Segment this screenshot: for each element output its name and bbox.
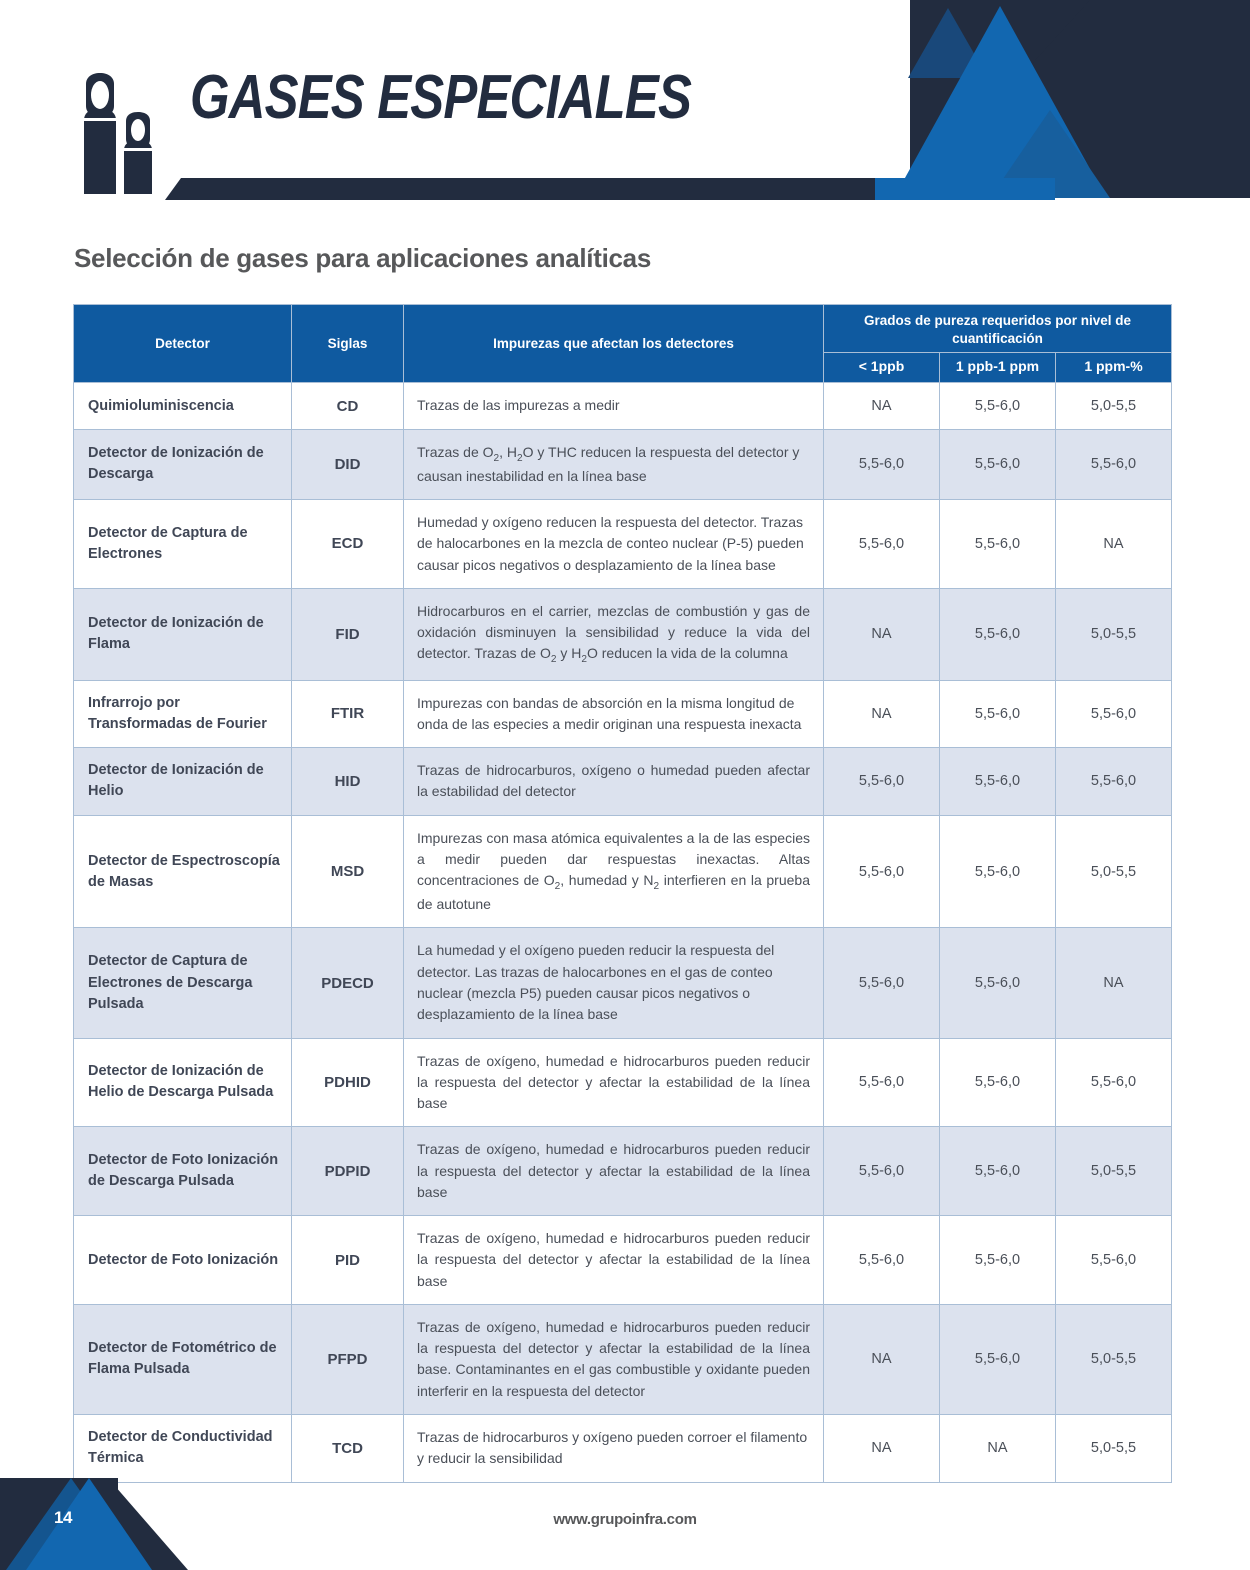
cell-siglas: PDHID [292,1038,404,1127]
cell-siglas: TCD [292,1415,404,1483]
column-header-siglas: Siglas [292,305,404,383]
cell-siglas: MSD [292,815,404,928]
cell-purity-lt-1ppb: 5,5-6,0 [824,1127,940,1216]
cell-purity-1ppb-1ppm: 5,5-6,0 [940,680,1056,748]
table-row [74,1304,1172,1414]
table-row [74,815,1172,928]
cell-purity-lt-1ppb: 5,5-6,0 [824,928,940,1038]
cell-siglas: FTIR [292,680,404,748]
table-row [74,748,1172,816]
cell-purity-1ppm-pct: 5,5-6,0 [1056,748,1172,816]
header-blue-bar [875,178,1055,200]
table-row [74,1038,1172,1127]
cell-detector: Detector de Ionización de Helio de Descarga Pulsada [74,1038,292,1127]
cell-purity-1ppb-1ppm: 5,5-6,0 [940,928,1056,1038]
cell-impurezas: Trazas de hidrocarburos y oxígeno pueden corroer el filamento y reducir la sensibilidad [404,1415,824,1483]
cell-detector: Detector de Ionización de Flama [74,588,292,680]
cell-purity-1ppb-1ppm: 5,5-6,0 [940,1127,1056,1216]
cell-detector: Detector de Ionización de Descarga [74,429,292,499]
table-row [74,928,1172,1038]
page-header [0,0,1250,205]
column-header-purity-1ppm-pct: 1 ppm-% [1056,353,1172,383]
cell-siglas: HID [292,748,404,816]
table-row [74,429,1172,499]
cell-detector: Detector de Foto Ionización [74,1216,292,1305]
cell-impurezas: Trazas de las impurezas a medir [404,383,824,429]
gas-selection-table-wrapper [73,304,1171,1483]
column-header-purity-lt-1ppb: < 1ppb [824,353,940,383]
column-header-detector: Detector [74,305,292,383]
header-navy-bar [165,178,955,200]
cell-purity-1ppm-pct: NA [1056,928,1172,1038]
cell-purity-1ppb-1ppm: 5,5-6,0 [940,429,1056,499]
section-title: Selección de gases para aplicaciones analíticas [74,243,651,273]
gas-selection-table [73,304,1172,1483]
cell-purity-lt-1ppb: 5,5-6,0 [824,1038,940,1127]
cell-purity-lt-1ppb: NA [824,680,940,748]
cell-siglas: PDPID [292,1127,404,1216]
cell-purity-1ppm-pct: 5,0-5,5 [1056,383,1172,429]
table-row [74,588,1172,680]
cell-detector: Detector de Ionización de Helio [74,748,292,816]
table-row [74,1415,1172,1483]
header-white-underline [0,200,1250,205]
cell-detector: Detector de Foto Ionización de Descarga Pulsada [74,1127,292,1216]
cell-impurezas: Hidrocarburos en el carrier, mezclas de combustión y gas de oxidación disminuyen la sensibilidad y reduce la vida del detector. Trazas de $O_2$ y $H_2O$ reducen la vida de la columna [404,588,824,680]
cell-purity-1ppm-pct: 5,5-6,0 [1056,429,1172,499]
cell-impurezas: Trazas de hidrocarburos, oxígeno o humedad pueden afectar la estabilidad del detector [404,748,824,816]
cell-purity-1ppb-1ppm: 5,5-6,0 [940,748,1056,816]
cell-detector: Detector de Captura de Electrones de Descarga Pulsada [74,928,292,1038]
cell-impurezas: La humedad y el oxígeno pueden reducir la respuesta del detector. Las trazas de halocarbones en el gas de conteo nuclear (mezcla P5) pueden causar picos negativos o desplazamiento de la línea base [404,928,824,1038]
cell-impurezas: Trazas de oxígeno, humedad e hidrocarburos pueden reducir la respuesta del detector y afectar la estabilidad de la línea base. Contaminantes en el gas combustible y oxidante pueden interferir en la respuesta del detector [404,1304,824,1414]
banner-title: GASES ESPECIALES [190,63,692,132]
cell-detector: Detector de Captura de Electrones [74,500,292,589]
cell-purity-1ppb-1ppm: 5,5-6,0 [940,815,1056,928]
cell-detector: Quimioluminiscencia [74,383,292,429]
cell-purity-1ppm-pct: NA [1056,500,1172,589]
cell-purity-1ppb-1ppm: 5,5-6,0 [940,1038,1056,1127]
cell-purity-lt-1ppb: NA [824,1304,940,1414]
cell-purity-1ppb-1ppm: NA [940,1415,1056,1483]
page-footer [0,1478,1250,1570]
cell-purity-lt-1ppb: 5,5-6,0 [824,1216,940,1305]
cell-siglas: CD [292,383,404,429]
cell-purity-1ppb-1ppm: 5,5-6,0 [940,588,1056,680]
table-row [74,383,1172,429]
table-row [74,1127,1172,1216]
cell-impurezas: Trazas de oxígeno, humedad e hidrocarburos pueden reducir la respuesta del detector y afectar la estabilidad de la línea base [404,1127,824,1216]
cell-purity-lt-1ppb: 5,5-6,0 [824,748,940,816]
cell-purity-1ppb-1ppm: 5,5-6,0 [940,1304,1056,1414]
table-head [74,305,1172,383]
table-body [74,383,1172,1482]
table-row [74,500,1172,589]
cell-siglas: FID [292,588,404,680]
cell-siglas: ECD [292,500,404,589]
cell-purity-1ppb-1ppm: 5,5-6,0 [940,500,1056,589]
cell-purity-1ppm-pct: 5,5-6,0 [1056,1038,1172,1127]
footer-url: www.grupoinfra.com [553,1511,697,1528]
cell-impurezas: Trazas de oxígeno, humedad e hidrocarburos pueden reducir la respuesta del detector y afectar la estabilidad de la línea base [404,1038,824,1127]
cell-detector: Detector de Conductividad Térmica [74,1415,292,1483]
cell-purity-1ppm-pct: 5,5-6,0 [1056,680,1172,748]
cell-impurezas: Impurezas con masa atómica equivalentes a la de las especies a medir pueden dar respuestas inexactas. Altas concentraciones de $O_2$, humedad y $N_2$ interfieren en la prueba de autotune [404,815,824,928]
column-header-purity-group: Grados de pureza requeridos por nivel de cuantificación [824,305,1172,353]
cell-purity-lt-1ppb: NA [824,1415,940,1483]
column-header-purity-1ppb-1ppm: 1 ppb-1 ppm [940,353,1056,383]
gas-cylinders-icon [72,72,172,197]
cell-purity-1ppb-1ppm: 5,5-6,0 [940,383,1056,429]
column-header-impurezas: Impurezas que afectan los detectores [404,305,824,383]
table-row [74,680,1172,748]
table-header-row-1 [74,305,1172,353]
cell-purity-lt-1ppb: 5,5-6,0 [824,429,940,499]
cell-purity-lt-1ppb: NA [824,383,940,429]
cell-siglas: PDECD [292,928,404,1038]
cell-purity-lt-1ppb: NA [824,588,940,680]
cell-siglas: DID [292,429,404,499]
cell-purity-lt-1ppb: 5,5-6,0 [824,500,940,589]
table-row [74,1216,1172,1305]
cell-impurezas: Trazas de oxígeno, humedad e hidrocarburos pueden reducir la respuesta del detector y afectar la estabilidad de la línea base [404,1216,824,1305]
cell-detector: Infrarrojo por Transformadas de Fourier [74,680,292,748]
cell-siglas: PID [292,1216,404,1305]
cell-purity-1ppm-pct: 5,0-5,5 [1056,1127,1172,1216]
cell-purity-1ppm-pct: 5,5-6,0 [1056,1216,1172,1305]
cell-purity-1ppm-pct: 5,0-5,5 [1056,588,1172,680]
cell-detector: Detector de Fotométrico de Flama Pulsada [74,1304,292,1414]
cell-impurezas: Humedad y oxígeno reducen la respuesta del detector. Trazas de halocarbones en la mezcla de conteo nuclear (P-5) pueden causar picos negativos o desplazamiento de la línea base [404,500,824,589]
cell-purity-lt-1ppb: 5,5-6,0 [824,815,940,928]
cell-purity-1ppm-pct: 5,0-5,5 [1056,1304,1172,1414]
cell-impurezas: Impurezas con bandas de absorción en la misma longitud de onda de las especies a medir originan una respuesta inexacta [404,680,824,748]
cell-detector: Detector de Espectroscopía de Masas [74,815,292,928]
cell-purity-1ppb-1ppm: 5,5-6,0 [940,1216,1056,1305]
cell-impurezas: Trazas de $O_2$, $H_2O$ y THC reducen la respuesta del detector y causan inestabilidad en la línea base [404,429,824,499]
page-number: 14 [54,1508,72,1527]
cell-purity-1ppm-pct: 5,0-5,5 [1056,1415,1172,1483]
cell-purity-1ppm-pct: 5,0-5,5 [1056,815,1172,928]
cell-siglas: PFPD [292,1304,404,1414]
